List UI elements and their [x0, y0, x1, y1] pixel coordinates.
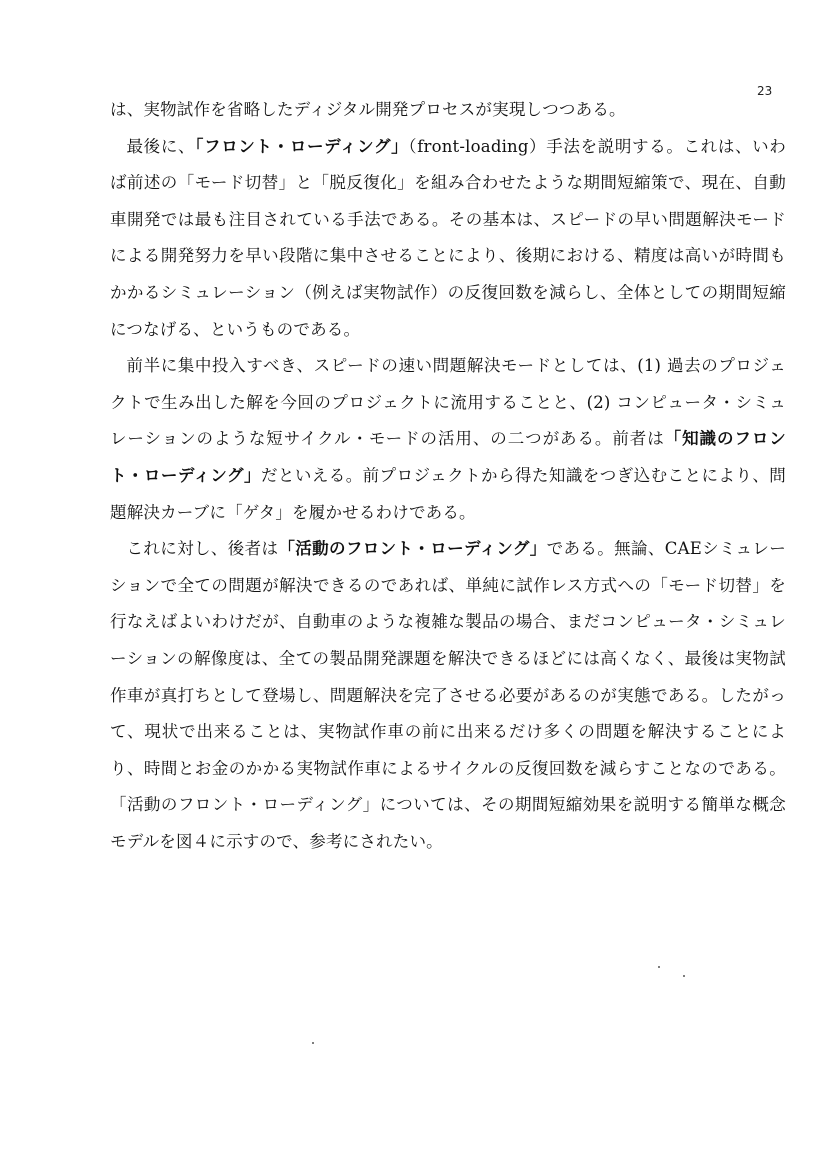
- emphasized-term: 「活動のフロント・ローディング」: [278, 539, 547, 559]
- paragraph: [110, 531, 786, 860]
- text-segment: だといえる。前プロジェクトから得た知識をつぎ込むことにより、問題解決カーブに「ゲタ」を履かせるわけである。: [110, 465, 786, 522]
- emphasized-term: 「フロント・ローディング」: [195, 136, 409, 156]
- emphasized-term: 「知識のフロント・ローディング」: [110, 429, 786, 485]
- text-segment: これに対し、後者は: [126, 539, 279, 559]
- paragraph: [110, 92, 786, 129]
- scan-speck: [658, 966, 660, 968]
- text-segment: は、実物試作を省略したディジタル開発プロセスが実現しつつある。: [110, 100, 626, 119]
- text-segment: 最後に、: [126, 136, 196, 156]
- page-number: 23: [757, 84, 773, 98]
- text-segment: （front-loading）手法を説明する。これは、いわば前述の「モード切替」と「脱反復化」を組み合わせたような期間短縮策で、現在、自動車開発では最も注目されている手法である。その基本は、スピードの早い問題解決モードによる開発努力を早い段階に集中させることにより、後期における、精度は高いが時間もかかるシミュレーション（例えば実物試作）の反復回数を減らし、全体としての期間短縮につなげる、というものである。: [110, 136, 787, 339]
- paragraph: [110, 129, 786, 349]
- paragraph: [110, 348, 786, 531]
- text-segment: である。無論、CAEシミュレーションで全ての問題が解決できるのであれば、単純に試作レス方式への「モード切替」を行なえばよいわけだが、自動車のような複雑な製品の場合、まだコンピュータ・シミュレーションの解像度は、全ての製品開発課題を解決できるほどには高くなく、最後は実物試作車が真打ちとして登場し、問題解決を完了させる必要があるのが実態である。したがって、現状で出来ることは、実物試作車の前に出来るだけ多くの問題を解決することにより、時間とお金のかかる実物試作車によるサイクルの反復回数を減らすことなのである。「活動のフロント・ローディング」については、その期間短縮効果を説明する簡単な概念モデルを図４に示すので、参考にされたい。: [110, 539, 786, 851]
- body-text: [110, 92, 786, 860]
- scan-speck: [312, 1042, 314, 1044]
- text-segment: 前半に集中投入すべき、スピードの速い問題解決モードとしては、(1) 過去のプロジェクトで生み出した解を今回のプロジェクトに流用することと、(2) コンピュータ・シミュレーションのような短サイクル・モードの活用、の二つがある。前者は: [110, 356, 786, 449]
- scan-speck: [683, 975, 685, 977]
